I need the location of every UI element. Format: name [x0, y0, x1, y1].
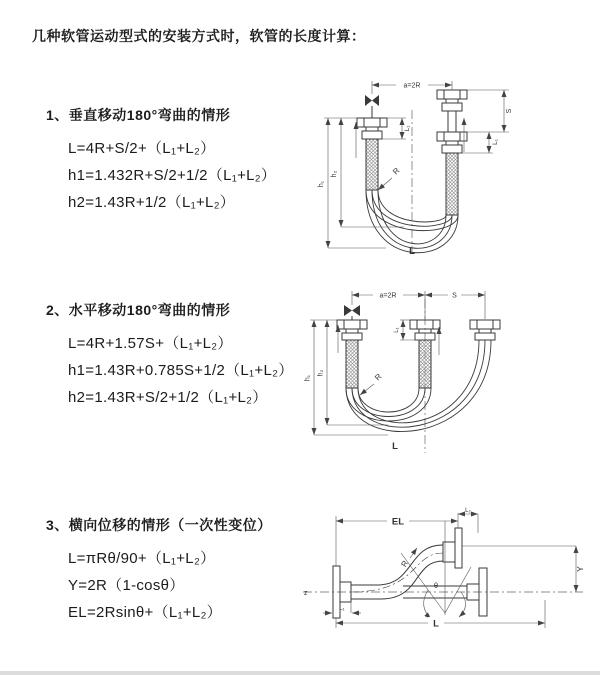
formula-line: L=4R+1.57S+（L₁+L₂）: [68, 335, 233, 352]
formula-line: h1=1.43R+0.785S+1/2（L₁+L₂）: [68, 362, 294, 379]
dim-label-travel: S: [506, 108, 513, 114]
construction-lines: [401, 521, 576, 619]
dim-label-h-outer: h₁: [304, 374, 312, 382]
dim-label-angle: θ: [433, 581, 439, 590]
dim-label-offset: Y: [575, 566, 585, 572]
dim-label-fitting-left: L₁: [339, 606, 345, 612]
dim-label-length: L: [433, 618, 439, 630]
section-2-heading: 2、水平移动180°弯曲的情形: [46, 302, 231, 318]
dim-label-h-outer: h₁: [318, 180, 325, 188]
dim-label-fitting: L₁: [394, 327, 400, 333]
diagram-horizontal-movement-180: [300, 283, 545, 463]
formula-line: L=πRθ/90+（L₁+L₂）: [68, 550, 216, 567]
hose-assembly: [337, 305, 500, 432]
dim-label-fitting-right: L₁: [492, 139, 499, 145]
braided-hose-middle: [419, 340, 431, 388]
formula-line: h1=1.432R+S/2+1/2（L₁+L₂）: [68, 167, 277, 184]
diagram-vertical-movement-180: [312, 72, 537, 262]
page-title: 几种软管运动型式的安装方式时，软管的长度计算：: [32, 28, 366, 44]
dim-label-radius: R: [373, 372, 384, 383]
flange-displaced: [455, 528, 462, 568]
braided-hose-left: [366, 139, 378, 190]
valve-icon: [344, 305, 360, 316]
dim-label-radius: R: [399, 558, 411, 569]
section-3-heading: 3、横向位移的情形（一次性变位）: [46, 517, 272, 533]
hose-assembly: [333, 528, 487, 618]
dimension-lines: [310, 291, 485, 435]
page-edge: [0, 671, 600, 675]
formula-line: h2=1.43R+S/2+1/2（L₁+L₂）: [68, 389, 268, 406]
braided-hose-left: [346, 340, 358, 388]
dim-label-fitting-right: L₂: [465, 508, 471, 514]
dim-label-el: EL: [391, 516, 405, 528]
formula-line: EL=2Rsinθ+（L₁+L₂）: [68, 604, 222, 621]
section-1: [46, 105, 276, 216]
formula-line: L=4R+S/2+（L₁+L₂）: [68, 140, 216, 157]
dimension-lines: [323, 513, 576, 628]
dim-label-travel: S: [452, 292, 457, 300]
dimension-lines: [324, 81, 509, 248]
datum-mark: z: [304, 590, 308, 597]
valve-icon: [365, 95, 379, 106]
diagram-lateral-displacement: [295, 505, 590, 650]
formula-line: h2=1.43R+1/2（L₁+L₂）: [68, 194, 236, 211]
formula-line: Y=2R（1-cosθ）: [68, 577, 185, 594]
dim-label-radius: R: [391, 166, 402, 177]
dim-label-fitting-left: L₁: [404, 125, 411, 132]
dim-label-h-inner: h₂: [317, 369, 325, 377]
section-3: [46, 515, 272, 626]
section-2: [46, 300, 294, 411]
section-1-heading: 1、垂直移动180°弯曲的情形: [46, 107, 231, 123]
dim-label-length: L: [392, 441, 398, 452]
dim-label-h-inner: h₂: [331, 170, 338, 178]
dim-label-span: a=2R: [403, 82, 421, 90]
dim-label-length: L: [409, 246, 415, 257]
dim-label-span: a=2R: [379, 292, 397, 300]
braided-hose-right: [446, 153, 458, 215]
